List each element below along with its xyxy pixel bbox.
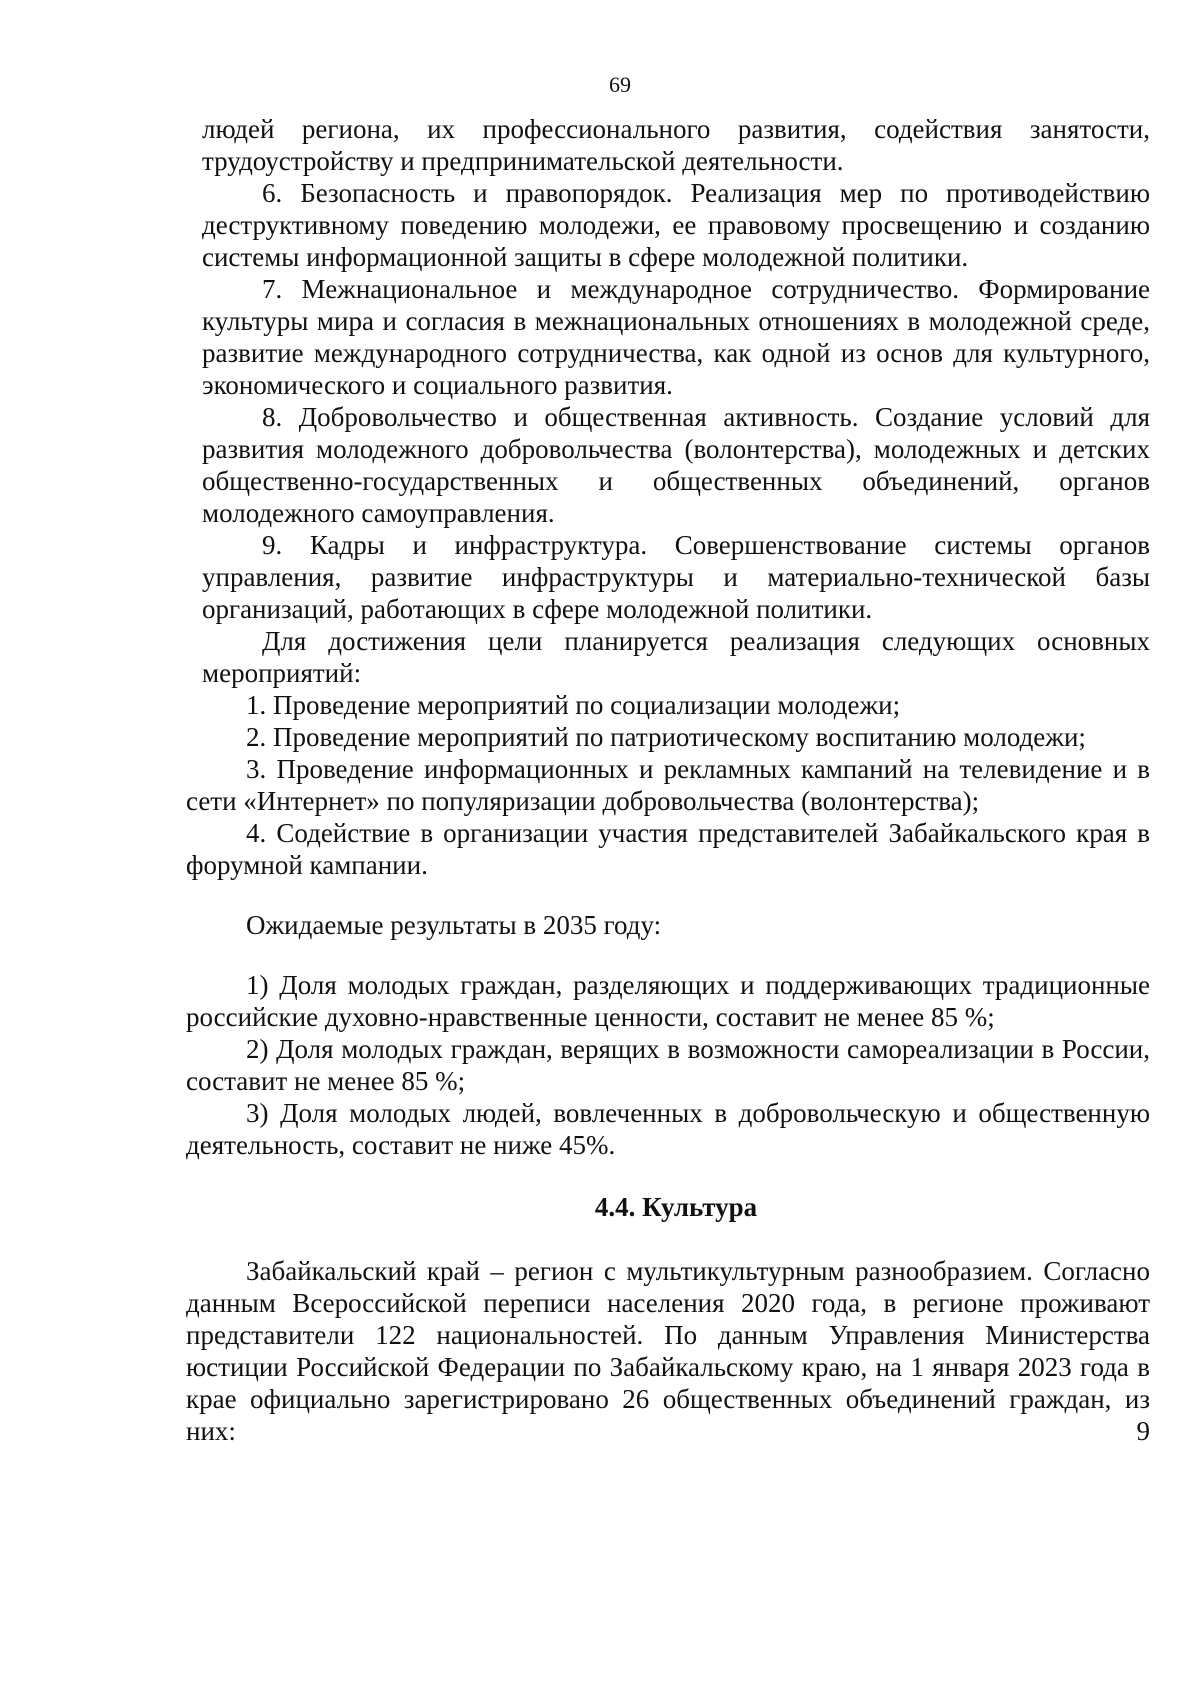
result-item: 1) Доля молодых граждан, разделяющих и поддерживающих традиционные российские духовно-нравственные ценности, составит не менее 85 %; [186, 970, 1150, 1032]
results-list [186, 969, 1150, 1161]
direction-item: 6. Безопасность и правопорядок. Реализация мер по противодействию деструктивному поведению молодежи, ее правовому просвещению и созданию системы информационной защиты в сфере молодежной политики. [202, 178, 1150, 272]
measure-item: 2. Проведение мероприятий по патриотическому воспитанию молодежи; [246, 722, 1086, 752]
intro-continuation: людей региона, их профессионального развития, содействия занятости, трудоустройству и предпринимательской деятельности. [202, 114, 1150, 176]
direction-item: 9. Кадры и инфраструктура. Совершенствование системы органов управления, развитие инфраструктуры и материально-технической базы организаций, работающих в сфере молодежной политики. [202, 530, 1150, 624]
page-number: 69 [609, 72, 631, 97]
measure-item: 3. Проведение информационных и рекламных кампаний на телевидение и в сети «Интернет» по популяризации добровольчества (волонтерства); [186, 754, 1150, 816]
measure-item: 1. Проведение мероприятий по социализации молодежи; [246, 690, 901, 720]
measures-intro: Для достижения цели планируется реализация следующих основных мероприятий: [202, 626, 1150, 688]
section-heading: 4.4. Культура [594, 1192, 758, 1222]
measure-item: 4. Содействие в организации участия представителей Забайкальского края в форумной кампании. [186, 818, 1150, 880]
result-item: 2) Доля молодых граждан, верящих в возможности самореализации в России, составит не менее 85 %; [186, 1034, 1150, 1096]
results-title: Ожидаемые результаты в 2035 году: [246, 910, 662, 940]
result-item: 3) Доля молодых людей, вовлеченных в добровольческую и общественную деятельность, составит не ниже 45%. [186, 1098, 1150, 1160]
culture-paragraph: Забайкальский край – регион с мультикультурным разнообразием. Согласно данным Всероссийской переписи населения 2020 года, в регионе проживают представители 122 национальностей. По данным Управления Министерства юстиции Российской Федерации по Забайкальскому краю, на 1 января 2023 года в крае официально зарегистрировано 26 общественных объединений граждан, из них: 9 [186, 1256, 1150, 1446]
direction-item: 8. Добровольчество и общественная активность. Создание условий для развития молодежного добровольчества (волонтерства), молодежных и детских общественно-государственных и общественных объединений, органов молодежного самоуправления. [202, 402, 1150, 528]
measures-list [186, 689, 1150, 881]
page-body [186, 113, 1150, 1447]
direction-item: 7. Межнациональное и международное сотрудничество. Формирование культуры мира и согласия в межнациональных отношениях в молодежной среде, развитие международного сотрудничества, как одной из основ для культурного, экономического и социального развития. [202, 274, 1150, 400]
directions-list [202, 177, 1150, 625]
